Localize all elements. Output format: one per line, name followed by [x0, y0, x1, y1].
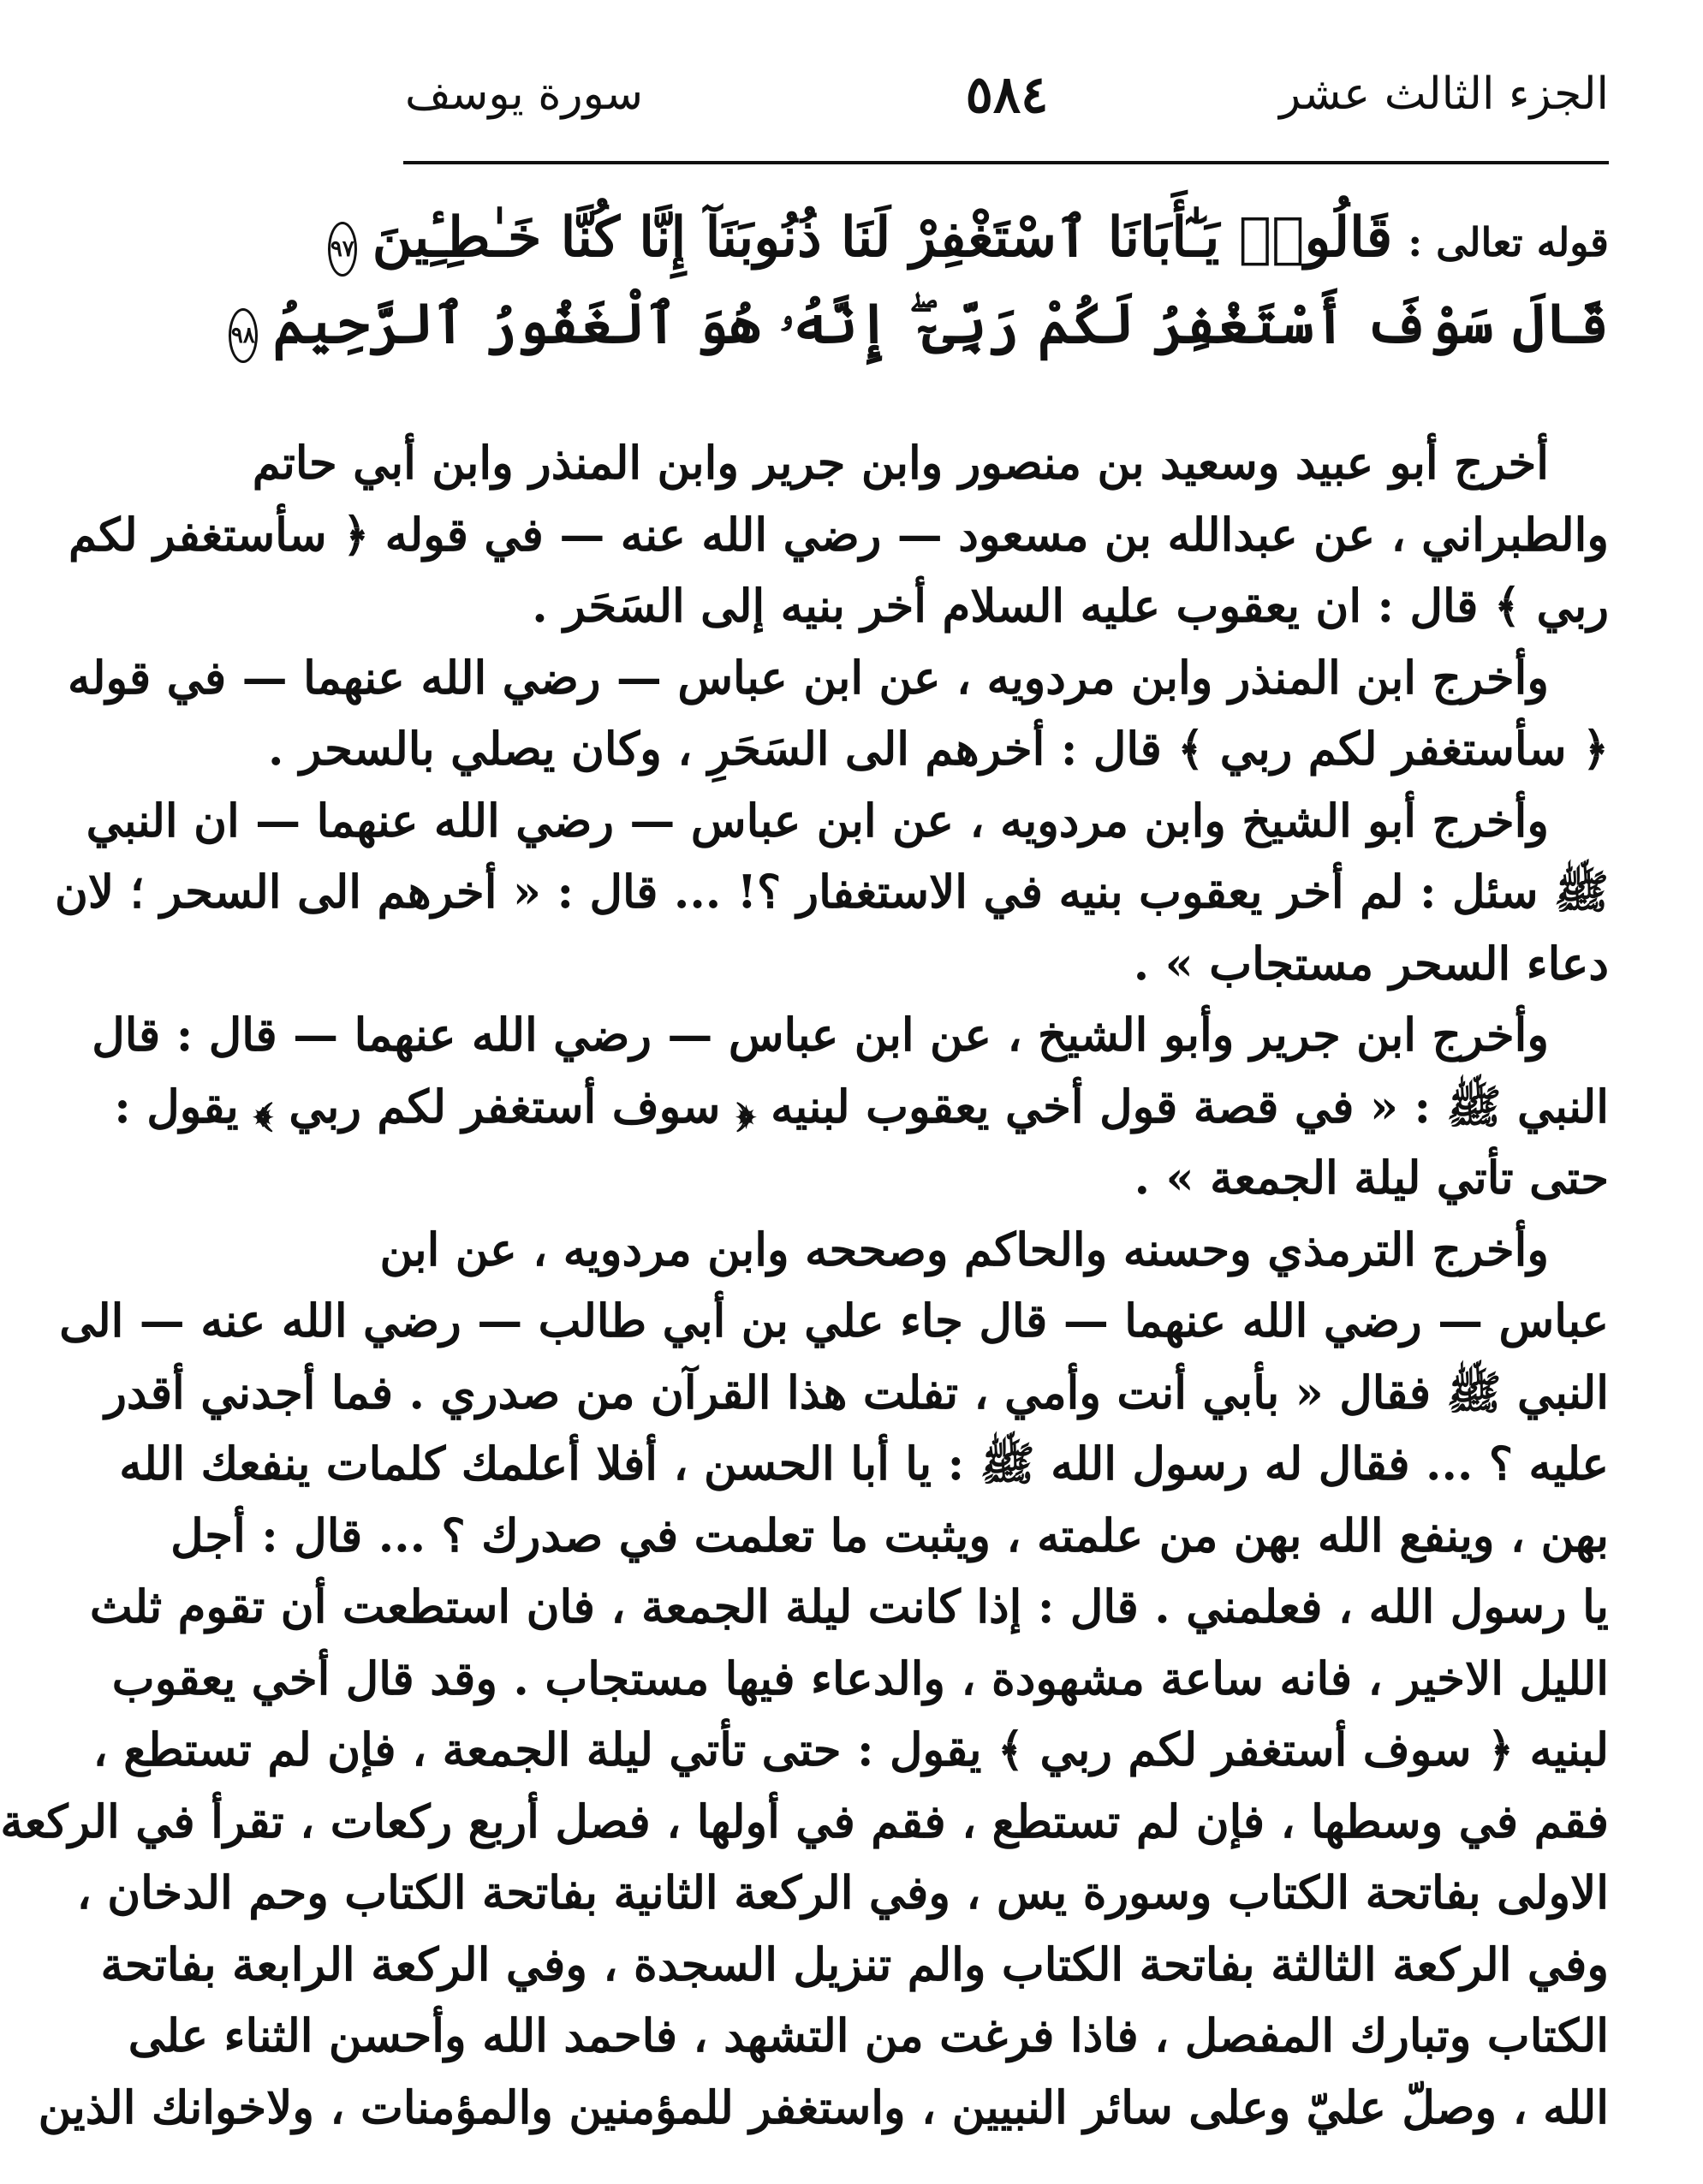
body-line: عباس — رضي الله عنهما — قال جاء علي بن أبي طالب — رضي الله عنه — الى [59, 1294, 1609, 1348]
body-line: النبي ﷺ فقال « بأبي أنت وأمي ، تفلت هذا القرآن من صدري . فما أجدني أقدر [104, 1366, 1609, 1419]
page-number: ٥٨٤ [965, 65, 1049, 125]
body-line: دعاء السحر مستجاب » . [1133, 937, 1609, 991]
body-line: بهن ، وينفع الله بهن من علمته ، ويثبت ما تعلمت في صدرك ؟ ... قال : أجل [170, 1509, 1609, 1562]
header-rule [403, 161, 1609, 164]
body-line: أخرج أبو عبيد وسعيد بن منصور وابن جرير وابن المنذر وابن أبي حاتم [252, 437, 1549, 490]
body-line: وأخرج ابن المنذر وابن مردويه ، عن ابن عباس — رضي الله عنهما — في قوله [67, 651, 1549, 705]
ayah-number-marker: ٩٨ [229, 308, 258, 363]
body-line: الاولى بفاتحة الكتاب وسورة يس ، وفي الركعة الثانية بفاتحة الكتاب وحم الدخان ، [76, 1866, 1609, 1919]
body-line: الله ، وصلّ عليّ وعلى سائر النبيين ، واستغفر للمؤمنين والمؤمنات ، ولاخوانك الذين [38, 2080, 1609, 2134]
quran-verses [230, 205, 1609, 363]
ayah-number-marker: ٩٧ [328, 222, 357, 277]
body-line: وأخرج الترمذي وحسنه والحاكم وصححه وابن مردويه ، عن ابن [379, 1223, 1549, 1276]
body-line: عليه ؟ ... فقال له رسول الله ﷺ : يا أبا الحسن ، أفلا أعلمك كلمات ينفعك الله [119, 1437, 1609, 1491]
body-line: ﴿ سأستغفر لكم ربي ﴾ قال : أخرهم الى السَحَرِ ، وكان يصلي بالسحر . [267, 723, 1609, 776]
body-line: الكتاب وتبارك المفصل ، فاذا فرغت من التشهد ، فاحمد الله وأحسن الثناء على [128, 2009, 1609, 2062]
verse-line-1 [330, 205, 1609, 277]
body-line: يا رسول الله ، فعلمني . قال : إذا كانت ليلة الجمعة ، فان استطعت أن تقوم ثلث [89, 1580, 1609, 1634]
body-line: ربي ﴾ قال : ان يعقوب عليه السلام أخر بنيه إلى السَحَر . [532, 580, 1609, 633]
body-line: لبنيه ﴿ سوف أستغفر لكم ربي ﴾ يقول : حتى تأتي ليلة الجمعة ، فإن لم تستطع ، [92, 1723, 1609, 1776]
body-line: وأخرج ابن جرير وأبو الشيخ ، عن ابن عباس — رضي الله عنهما — قال : قال [92, 1009, 1549, 1062]
body-line: وأخرج أبو الشيخ وابن مردويه ، عن ابن عباس — رضي الله عنهما — ان النبي [86, 794, 1549, 848]
body-line: والطبراني ، عن عبدالله بن مسعود — رضي الله عنه — في قوله ﴿ سأستغفر لكم [68, 508, 1609, 562]
body-line: الليل الاخير ، فانه ساعة مشهودة ، والدعاء فيها مستجاب . وقد قال أخي يعقوب [111, 1651, 1609, 1705]
verse-text-1: قَالُوا۟ يَـٰٓأَبَانَا ٱسْتَغْفِرْ لَنَا ذُنُوبَنَآ إِنَّا كُنَّا خَـٰطِـِٔينَ [372, 205, 1393, 270]
verse-intro: قوله تعالى : [1408, 219, 1609, 265]
page-header [405, 60, 1609, 137]
verse-line-2 [230, 292, 1609, 363]
body-line: وفي الركعة الثالثة بفاتحة الكتاب والم تنزيل السجدة ، وفي الركعة الرابعة بفاتحة [100, 1937, 1609, 1991]
surah-title: سورة يوسف [405, 68, 644, 120]
commentary-body [0, 428, 1609, 2144]
body-line: فقم في وسطها ، فإن لم تستطع ، فقم في أولها ، فصل أربع ركعات ، تقرأ في الركعة [0, 1794, 1609, 1848]
body-line: النبي ﷺ : « في قصة قول أخي يعقوب لبنيه ﴿ سوف أستغفر لكم ربي ﴾ يقول : [114, 1080, 1609, 1134]
body-line: ﷺ سئل : لم أخر يعقوب بنيه في الاستغفار ؟! ... قال : « أخرهم الى السحر ؛ لان [55, 866, 1609, 919]
body-line: حتى تأتي ليلة الجمعة » . [1134, 1152, 1609, 1205]
part-title: الجزء الثالث عشر [1279, 68, 1609, 120]
verse-text-2: قَالَ سَوْفَ أَسْتَغْفِرُ لَكُمْ رَبِّىٓ ۖ إِنَّهُۥ هُوَ ٱلْغَفُورُ ٱلرَّحِيمُ [272, 292, 1609, 356]
